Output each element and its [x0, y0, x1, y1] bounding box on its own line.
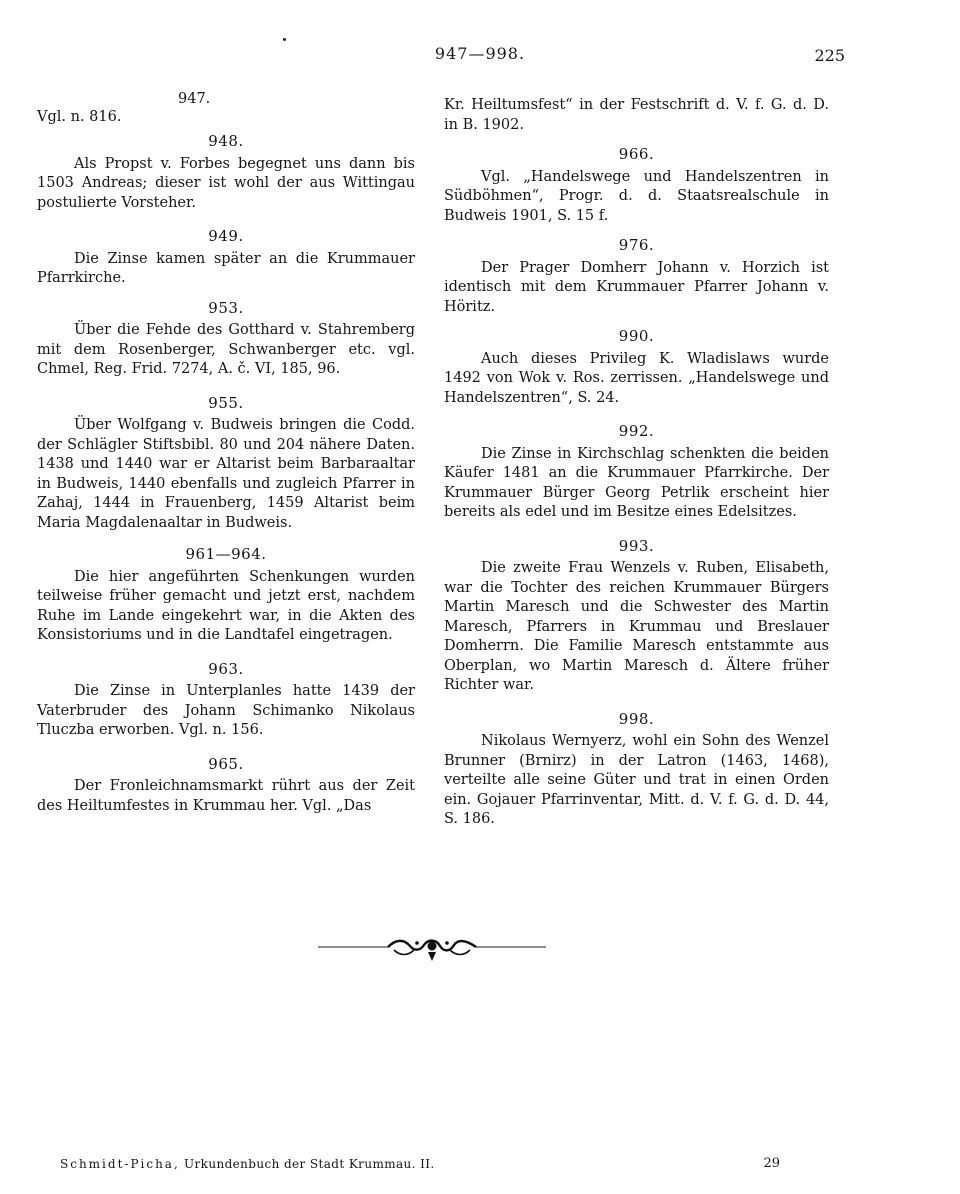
entry-number: 953. — [208, 298, 244, 317]
footer-signature — [60, 1157, 435, 1171]
entry-number: 993. — [618, 536, 655, 555]
entry-number: 955. — [208, 393, 244, 412]
entry-number: 961—964. — [185, 545, 267, 563]
left-column — [37, 88, 415, 826]
entry-text: Die hier angeführten Schenkungen wurden teilweise früher gemacht und jetzt erst, nachdem Ruhe im Lande eingekehrt war, in die Akten des Konsistoriums und in die Landtafel eingetragen. — [37, 568, 415, 643]
entry-976 — [444, 236, 829, 317]
entry-number: 948. — [208, 132, 244, 150]
entry-number: 966. — [618, 145, 655, 163]
entry-992 — [444, 422, 829, 523]
entry-953 — [37, 299, 415, 380]
entry-number: 992. — [618, 422, 655, 440]
entry-966 — [444, 145, 829, 226]
entry-998 — [444, 710, 829, 830]
entry-number: 965. — [208, 754, 244, 773]
entry-number: 998. — [618, 709, 655, 728]
entry-text: Die Zinse kamen später an die Krummauer Pfarrkirche. — [37, 250, 415, 286]
ink-speck — [283, 38, 286, 41]
entry-number: 976. — [618, 236, 655, 254]
entry-955 — [37, 394, 415, 534]
footer-author: Schmidt-Picha, — [60, 1157, 180, 1171]
entry-text: Der Fronleichnamsmarkt rührt aus der Zeit des Heiltumfestes in Krummau her. Vgl. „Das — [37, 778, 415, 814]
entry-text: Die Zinse in Kirchschlag schenkten die beiden Käufer 1481 an die Krummauer Pfarrkirche. Der Krummauer Bürger Georg Petrlik erscheint hier bereits als edel und im Besitze eines Edelsitzes. — [444, 445, 829, 520]
entry-990 — [444, 327, 829, 408]
entry-965-continued — [444, 96, 829, 135]
entry-947 — [0, 88, 415, 126]
entry-text: Die Zinse in Unterplanles hatte 1439 der Vaterbruder des Johann Schimanko Nikolaus Tluczba erworben. Vgl. n. 156. — [37, 683, 415, 738]
footer-title: Urkundenbuch der Stadt Krummau. II. — [184, 1157, 435, 1171]
entry-text: Über die Fehde des Gotthard v. Stahremberg mit dem Rosenberger, Schwanberger etc. vgl. Chmel, Reg. Frid. 7274, A. č. VI, 185, 96. — [37, 322, 415, 377]
entry-993 — [444, 537, 829, 696]
entry-949 — [37, 227, 415, 289]
entry-number: 990. — [618, 327, 655, 345]
entry-965 — [37, 755, 415, 817]
entry-text: Über Wolfgang v. Budweis bringen die Codd. der Schlägler Stiftsbibl. 80 und 204 nähere Daten. 1438 und 1440 war er Altarist beim Barbaraaltar in Budweis, 1440 ebenfalls und zugleich Pfarrer in Zahaj, 1444 in Frauenberg, 1459 Altarist beim Maria Magdalenaaltar in Budweis. — [37, 417, 415, 531]
entry-text: Der Prager Domherr Johann v. Horzich ist identisch mit dem Krummauer Pfarrer Johann v. Höritz. — [444, 259, 829, 315]
entry-text: Als Propst v. Forbes begegnet uns dann bis 1503 Andreas; dieser ist wohl der aus Wittingau postulierte Vorsteher. — [37, 155, 415, 211]
page-number: 225 — [814, 46, 845, 65]
entry-number: 949. — [208, 227, 244, 245]
entry-text: Vgl. „Handelswege und Handelszentren in Südböhmen“, Progr. d. d. Staatsrealschule in Budweis 1901, S. 15 f. — [444, 168, 829, 224]
entry-text: Nikolaus Wernyerz, wohl ein Sohn des Wenzel Brunner (Brnirz) in der Latron (1463, 1468), verteilte alle seine Güter und trat in einen Orden ein. Gojauer Pfarrinventar, Mitt. d. V. f. G. d. D. 44, S. 186. — [444, 733, 829, 827]
entry-text: Auch dieses Privileg K. Wladislaws wurde 1492 von Wok v. Ros. zerrissen. „Handelswege und Handelszentren“, S. 24. — [444, 350, 829, 406]
entry-text: Vgl. n. 816. — [37, 109, 122, 125]
entry-961-964 — [37, 545, 415, 646]
entry-text: Kr. Heiltumsfest“ in der Festschrift d. V. f. G. d. D. in B. 1902. — [444, 97, 829, 133]
entry-text: Die zweite Frau Wenzels v. Ruben, Elisabeth, war die Tochter des reichen Krummauer Bürgers Martin Maresch und die Schwester des Martin Maresch, Pfarrers in Krummau und Breslauer Domherrn. Die Familie Maresch entstammte aus Oberplan, wo Martin Maresch d. Ältere früher Richter war. — [444, 560, 829, 693]
sheet-number: 29 — [763, 1156, 780, 1171]
entry-number: 947. — [178, 91, 211, 107]
ornament-divider-icon — [318, 934, 546, 968]
entry-number: 963. — [208, 659, 244, 678]
running-head: 947—998. — [434, 44, 526, 63]
entry-948 — [37, 132, 415, 213]
entry-963 — [37, 660, 415, 741]
right-column — [444, 96, 829, 840]
